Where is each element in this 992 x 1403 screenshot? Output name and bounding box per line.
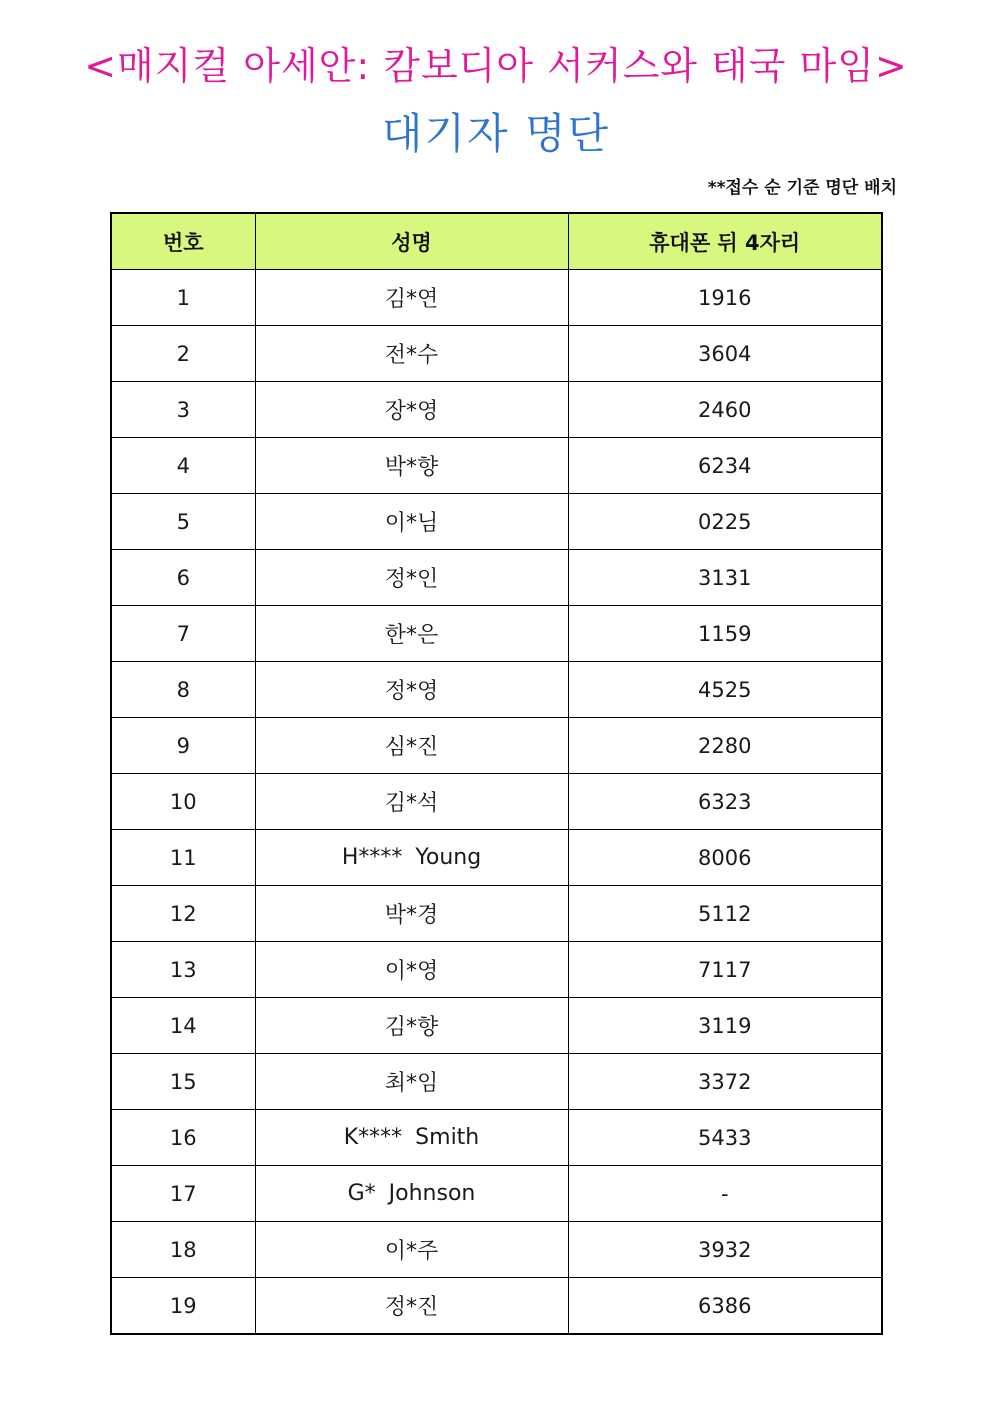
cell-name: 박*경 xyxy=(255,886,568,942)
table-header-row xyxy=(111,213,882,270)
cell-number: 1 xyxy=(111,270,255,326)
cell-name: 장*영 xyxy=(255,382,568,438)
table-row xyxy=(111,942,882,998)
cell-phone-last4: 3932 xyxy=(568,1222,882,1278)
cell-number: 2 xyxy=(111,326,255,382)
cell-number: 13 xyxy=(111,942,255,998)
cell-name: 김*석 xyxy=(255,774,568,830)
cell-phone-last4: 4525 xyxy=(568,662,882,718)
table-row xyxy=(111,1166,882,1222)
cell-number: 11 xyxy=(111,830,255,886)
table-row xyxy=(111,830,882,886)
cell-phone-last4: 2280 xyxy=(568,718,882,774)
column-header-number: 번호 xyxy=(111,213,255,270)
table-row xyxy=(111,1054,882,1110)
table-row xyxy=(111,494,882,550)
cell-number: 19 xyxy=(111,1278,255,1335)
cell-name: K**** Smith xyxy=(255,1110,568,1166)
table-row xyxy=(111,886,882,942)
table-body xyxy=(111,270,882,1335)
ordering-note: **접수 순 기준 명단 배치 xyxy=(707,178,897,198)
cell-phone-last4: - xyxy=(568,1166,882,1222)
cell-phone-last4: 2460 xyxy=(568,382,882,438)
cell-number: 15 xyxy=(111,1054,255,1110)
cell-name: 박*향 xyxy=(255,438,568,494)
cell-name: 최*임 xyxy=(255,1054,568,1110)
table-row xyxy=(111,1278,882,1335)
cell-number: 6 xyxy=(111,550,255,606)
cell-phone-last4: 3119 xyxy=(568,998,882,1054)
cell-name: 한*은 xyxy=(255,606,568,662)
table-row xyxy=(111,718,882,774)
table-row xyxy=(111,382,882,438)
cell-name: 김*향 xyxy=(255,998,568,1054)
cell-number: 4 xyxy=(111,438,255,494)
cell-name: H**** Young xyxy=(255,830,568,886)
cell-name: 이*주 xyxy=(255,1222,568,1278)
cell-phone-last4: 5112 xyxy=(568,886,882,942)
table-row xyxy=(111,662,882,718)
table-row xyxy=(111,1110,882,1166)
table-row xyxy=(111,606,882,662)
cell-number: 3 xyxy=(111,382,255,438)
cell-name: 전*수 xyxy=(255,326,568,382)
page-subtitle: 대기자 명단 xyxy=(381,109,611,158)
cell-name: 정*진 xyxy=(255,1278,568,1335)
cell-number: 7 xyxy=(111,606,255,662)
waitlist-table xyxy=(110,212,883,1335)
cell-name: 김*연 xyxy=(255,270,568,326)
cell-phone-last4: 3131 xyxy=(568,550,882,606)
table-row xyxy=(111,550,882,606)
cell-phone-last4: 7117 xyxy=(568,942,882,998)
cell-phone-last4: 8006 xyxy=(568,830,882,886)
cell-phone-last4: 1159 xyxy=(568,606,882,662)
cell-number: 17 xyxy=(111,1166,255,1222)
column-header-phone: 휴대폰 뒤 4자리 xyxy=(568,213,882,270)
cell-phone-last4: 6234 xyxy=(568,438,882,494)
cell-number: 12 xyxy=(111,886,255,942)
cell-phone-last4: 6386 xyxy=(568,1278,882,1335)
table-row xyxy=(111,438,882,494)
column-header-name: 성명 xyxy=(255,213,568,270)
table-row xyxy=(111,998,882,1054)
table-row xyxy=(111,774,882,830)
cell-number: 16 xyxy=(111,1110,255,1166)
cell-phone-last4: 3604 xyxy=(568,326,882,382)
cell-number: 9 xyxy=(111,718,255,774)
cell-number: 8 xyxy=(111,662,255,718)
cell-phone-last4: 6323 xyxy=(568,774,882,830)
cell-name: 이*님 xyxy=(255,494,568,550)
cell-number: 10 xyxy=(111,774,255,830)
cell-name: 심*진 xyxy=(255,718,568,774)
cell-name: 정*영 xyxy=(255,662,568,718)
cell-phone-last4: 1916 xyxy=(568,270,882,326)
table-row xyxy=(111,1222,882,1278)
cell-number: 18 xyxy=(111,1222,255,1278)
cell-name: 이*영 xyxy=(255,942,568,998)
cell-phone-last4: 0225 xyxy=(568,494,882,550)
cell-number: 14 xyxy=(111,998,255,1054)
cell-phone-last4: 3372 xyxy=(568,1054,882,1110)
table-row xyxy=(111,270,882,326)
cell-name: G* Johnson xyxy=(255,1166,568,1222)
cell-phone-last4: 5433 xyxy=(568,1110,882,1166)
table-row xyxy=(111,326,882,382)
cell-name: 정*인 xyxy=(255,550,568,606)
page-title: <매지컬 아세안: 캄보디아 서커스와 태국 마임> xyxy=(84,44,908,88)
cell-number: 5 xyxy=(111,494,255,550)
